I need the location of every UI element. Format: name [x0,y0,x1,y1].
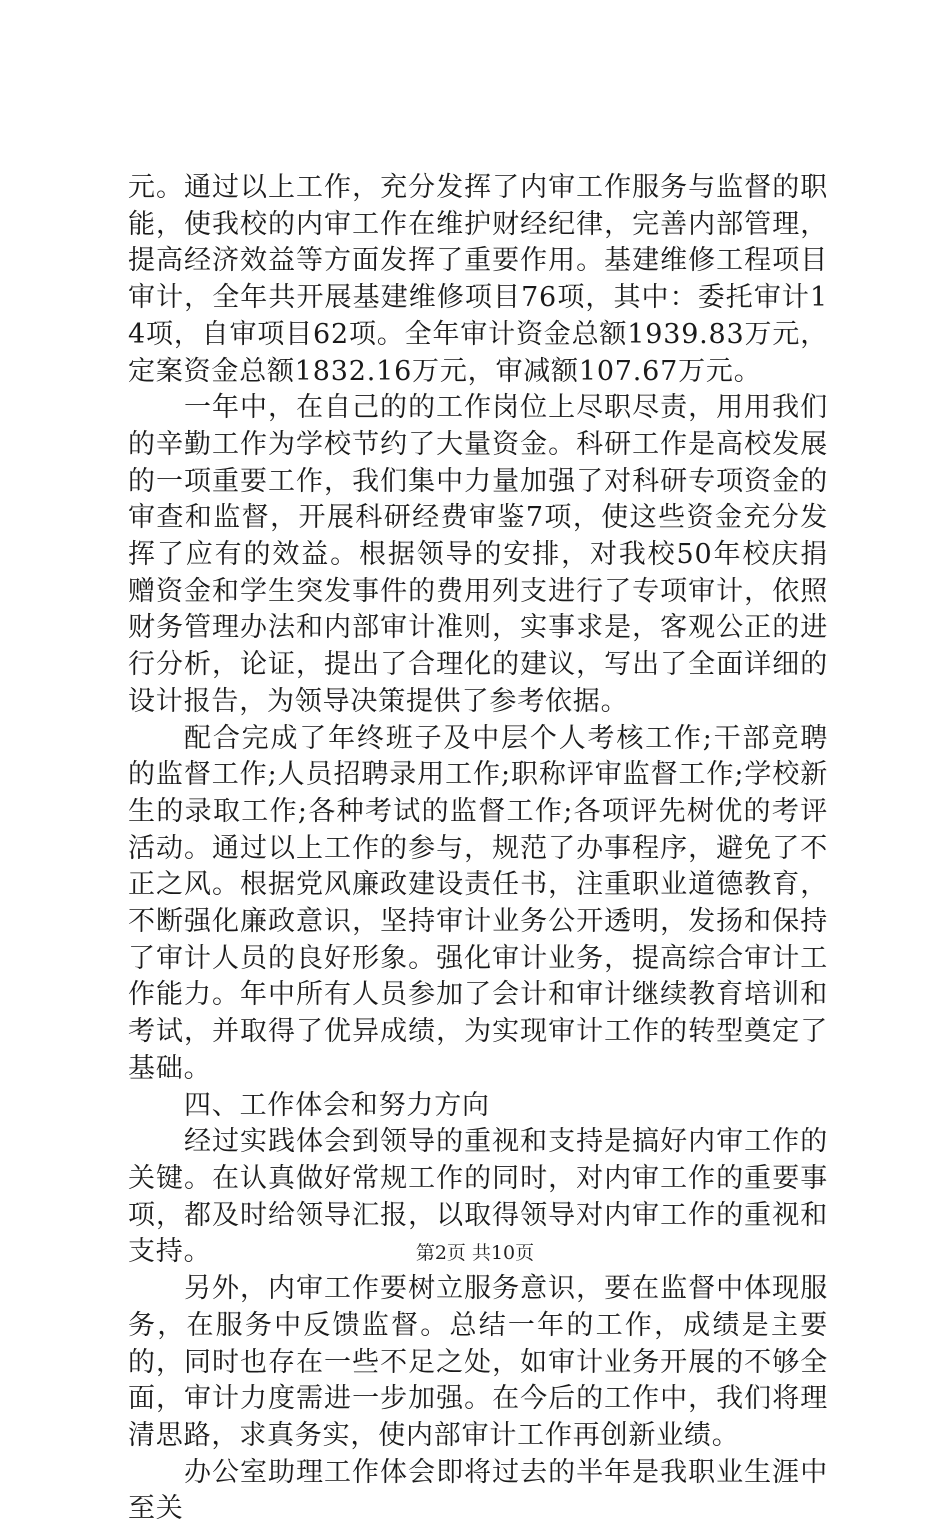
paragraph: 经过实践体会到领导的重视和支持是搞好内审工作的关键。在认真做好常规工作的同时，对内审工作的重要事项，都及时给领导汇报，以取得领导对内审工作的重视和支持。 [128,1126,828,1268]
paragraph: 办公室助理工作体会即将过去的半年是我职业生涯中至关 [128,1456,828,1525]
section-heading: 四、工作体会和努力方向 [184,1089,490,1121]
paragraph: 一年中，在自己的的工作岗位上尽职尽责，用用我们的辛勤工作为学校节约了大量资金。科研工作是高校发展的一项重要工作，我们集中力量加强了对科研专项资金的审查和监督，开展科研经费审鉴7项，使这些资金充分发挥了应有的效益。根据领导的安排，对我校50年校庆捐赠资金和学生突发事件的费用列支进行了专项审计，依照财务管理办法和内部审计准则，实事求是，客观公正的进行分析，论证，提出了合理化的建议，写出了全面详细的设计报告，为领导决策提供了参考依据。 [128,392,828,717]
paragraph: 配合完成了年终班子及中层个人考核工作;干部竞聘的监督工作;人员招聘录用工作;职称评审监督工作;学校新生的录取工作;各种考试的监督工作;各项评先树优的考评活动。通过以上工作的参与，规范了办事程序，避免了不正之风。根据党风廉政建设责任书，注重职业道德教育，不断强化廉政意识，坚持审计业务公开透明，发扬和保持了审计人员的良好形象。强化审计业务，提高综合审计工作能力。年中所有人员参加了会计和审计继续教育培训和考试，并取得了优异成绩，为实现审计工作的转型奠定了基础。 [128,722,828,1084]
page-number-footer: 第2页 共10页 [415,1242,535,1264]
document-body [128,170,828,1528]
paragraph: 元。通过以上工作，充分发挥了内审工作服务与监督的职能，使我校的内审工作在维护财经纪律，完善内部管理，提高经济效益等方面发挥了重要作用。基建维修工程项目审计，全年共开展基建维修项目76项，其中：委托审计14项，自审项目62项。全年审计资金总额1939.83万元，定案资金总额1832.16万元，审减额107.67万元。 [128,172,828,387]
paragraph: 另外，内审工作要树立服务意识，要在监督中体现服务，在服务中反馈监督。总结一年的工作，成绩是主要的，同时也存在一些不足之处，如审计业务开展的不够全面，审计力度需进一步加强。在今后的工作中，我们将理清思路，求真务实，使内部审计工作再创新业绩。 [128,1273,828,1451]
